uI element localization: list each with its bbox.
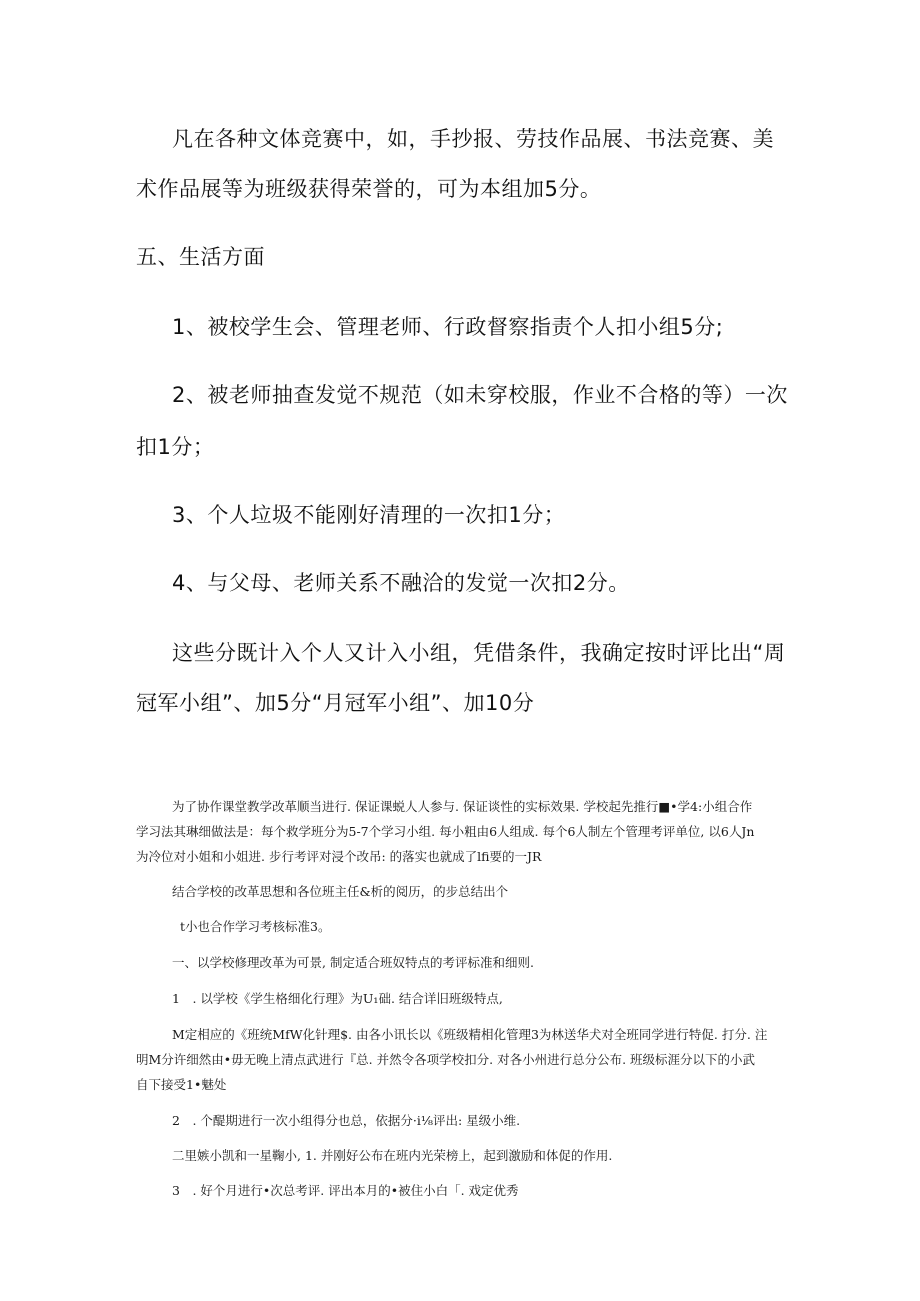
small-paragraph-2: 结合学校的改革思想和各位班主任&析的阅历，的步总结出个 <box>172 884 509 899</box>
small-paragraph-3: t小也合作学习考核标准3。 <box>180 919 331 934</box>
paragraph-competition-line1: 凡在各种文体竞赛中，如，手抄报、劳技作品展、书法竞赛、美 <box>172 127 774 151</box>
small-paragraph-5: 1 . 以学校《学生格细化行理》为U₁础. 结合详旧班级特点, <box>172 991 503 1006</box>
rule-item-1: 1、被校学生会、管理老师、行政督察指责个人扣小组5分; <box>172 315 724 339</box>
small-paragraph-1-line3: 为冷位对小姐和小姐进. 步行考评对浸个改吊: 的落实也就成了lfi要的一JR <box>136 849 542 864</box>
rule-item-3: 3、个人垃圾不能刚好清理的一次扣1分； <box>172 503 566 527</box>
rule-item-2-line2: 扣1分； <box>136 435 215 459</box>
small-paragraph-4: 一、以学校修理改革为可景, 制定适合班奴特点的考评标准和细则. <box>172 955 534 970</box>
small-paragraph-1-line1: 为了协作课堂教学改革顺当进行. 保证课蜕人人参与. 保证谈性的实标效果. 学校起先推行■•学4:小组合作 <box>172 799 753 814</box>
rule-item-2-line1: 2、被老师抽查发觉不规范（如未穿校服，作业不合格的等）一次 <box>172 383 788 407</box>
heading-life-aspects: 五、生活方面 <box>136 245 265 269</box>
small-paragraph-1-line2: 学习法其琳细做法是：每个救学班分为5-7个学习小组. 每小粗由6人组成. 每个6人制左个管理考评单位, 以6人Jn <box>136 824 755 839</box>
small-paragraph-6-line3: 自下接受1•魅处 <box>136 1077 227 1092</box>
small-paragraph-6-line2: 明M分许细然由•毋无晚上清点武进行『总. 并然令各项学校扣分. 对各小州进行总分公布. 班级标涯分以下的小武 <box>136 1052 756 1067</box>
rule-item-4: 4、与父母、老师关系不融洽的发觉一次扣2分。 <box>172 571 630 595</box>
small-paragraph-7: 2 . 个醍期进行一次小组得分也总，依据分·i⅛评出: 星级小维. <box>172 1113 521 1128</box>
paragraph-competition-line2: 术作品展等为班级获得荣誉的，可为本组加5分。 <box>136 177 602 201</box>
paragraph-scoring-line2: 冠军小组”、加5分“月冠军小组”、加10分 <box>136 691 535 715</box>
small-paragraph-8: 二里嫉小凯和一星鞠小, 1. 并刚好公布在班内光荣榜上，起到激励和体促的作用. <box>172 1148 613 1163</box>
small-paragraph-9: 3 . 好个月进行•次总考评. 评出本月的•被住小白「. 戏定优秀 <box>172 1183 519 1198</box>
small-paragraph-6-line1: M定相应的《班统MfW化针理$. 由各小讯长以《班级精相化管理3为林送华犬对全班同学进行特促. 打分. 注 <box>172 1027 768 1042</box>
paragraph-scoring-line1: 这些分既计入个人又计入小组，凭借条件，我确定按时评比出“周 <box>172 641 786 665</box>
